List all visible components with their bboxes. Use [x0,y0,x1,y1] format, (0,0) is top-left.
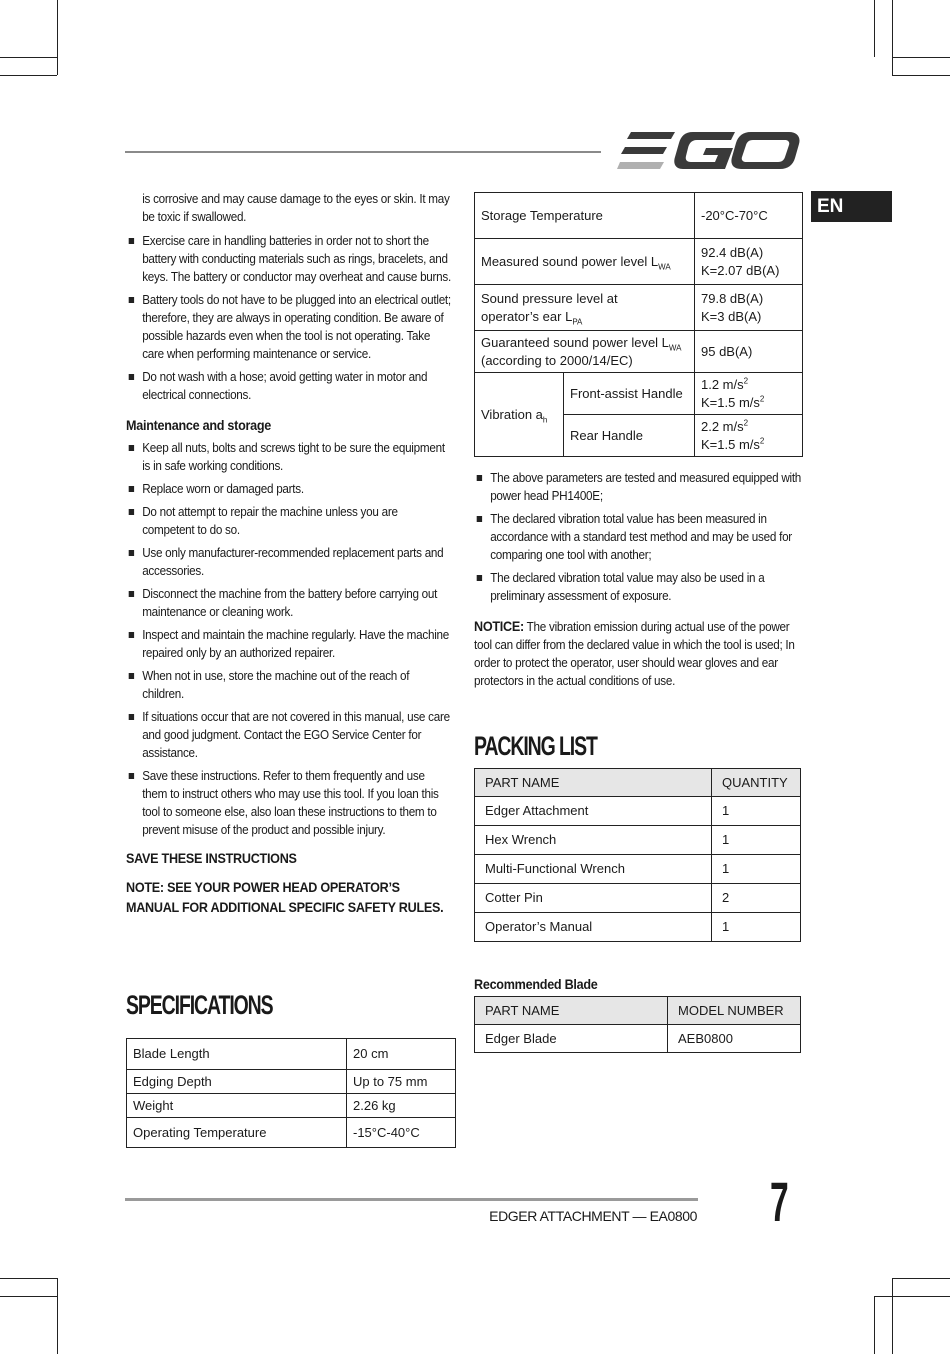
table-row [475,826,801,855]
list-item: Replace worn or damaged parts. [126,480,452,498]
table-row [475,884,801,913]
bullet-square-icon [129,374,134,380]
intro-text: is corrosive and may cause damage to the eyes or skin. It may be toxic if swallowed. [142,191,450,224]
spec-value: 20 cm [347,1039,456,1070]
spec-sublabel: Front-assist Handle [564,373,695,415]
parameter-notes-list [474,469,805,605]
footer-rule [125,1198,698,1201]
spec-value: 2.26 kg [347,1094,456,1118]
column-header: PART NAME [475,769,712,797]
table-row [475,913,801,942]
spec-label: Storage Temperature [475,193,695,239]
safety-list [126,232,452,404]
specifications-table [126,1038,456,1148]
crop-mark [57,0,58,75]
crop-mark [892,0,893,75]
quantity-cell: 1 [712,826,801,855]
crop-mark [892,1278,893,1354]
list-item: Inspect and maintain the machine regularly. Have the machine repaired only by an authorized repairer. [126,626,452,662]
part-name-cell: Edger Attachment [475,797,712,826]
spec-value: Up to 75 mm [347,1070,456,1094]
part-name-cell: Edger Blade [475,1025,668,1053]
spec-value: 92.4 dB(A) K=2.07 dB(A) [695,239,803,285]
spec-label: Weight [127,1094,347,1118]
list-item: Do not attempt to repair the machine unless you are competent to do so. [126,503,452,539]
table-row [475,193,803,239]
bullet-square-icon [129,591,134,597]
recommended-blade-heading: Recommended Blade [474,976,598,992]
spec-value: 79.8 dB(A) K=3 dB(A) [695,285,803,331]
notice-label: NOTICE: [474,618,524,634]
list-item: Exercise care in handling batteries in order not to short the battery with conducting materials such as rings, bracelets, and keys. The battery or conductor may overheat and cause burns. [126,232,452,286]
table-row [475,855,801,884]
part-name-cell: Hex Wrench [475,826,712,855]
column-header: PART NAME [475,997,668,1025]
spec-label: Vibration $a_h$ [475,373,564,457]
quantity-cell: 1 [712,855,801,884]
crop-mark [874,0,875,57]
crop-mark [0,57,57,58]
table-row [127,1039,456,1070]
quantity-cell: 1 [712,913,801,942]
bullet-square-icon [129,238,134,244]
table-header-row [475,769,801,797]
list-item: Keep all nuts, bolts and screws tight to be sure the equipment is in safe working conditions. [126,439,452,475]
crop-mark [892,75,950,76]
model-number-cell: AEB0800 [668,1025,801,1053]
value-line: 2.2 $m/s^2$ [701,418,749,434]
value-line: 1.2 $m/s^2$ [701,376,749,392]
bullet-square-icon [477,516,482,522]
column-header: MODEL NUMBER [668,997,801,1025]
bullet-square-icon [129,550,134,556]
bullet-square-icon [129,297,134,303]
bullet-square-icon [477,575,482,581]
spec-value: 95 dB(A) [695,331,803,373]
crop-mark [874,1296,875,1354]
notice-paragraph [474,617,805,690]
specifications-heading: SPECIFICATIONS [126,990,273,1020]
power-head-note: NOTE: SEE YOUR POWER HEAD OPERATOR’S MANUAL FOR ADDITIONAL SPECIFIC SAFETY RULES. [126,879,444,915]
table-row [475,331,803,373]
packing-list-table [474,768,801,942]
table-row [475,1025,801,1053]
bullet-square-icon [129,486,134,492]
spec-value: -20°C-70°C [695,193,803,239]
maintenance-heading: Maintenance and storage [126,417,272,433]
crop-mark [0,1278,57,1279]
part-name-cell: Multi-Functional Wrench [475,855,712,884]
spec-label: Blade Length [127,1039,347,1070]
list-item: Save these instructions. Refer to them frequently and use them to instruct others who may use this tool. If you loan this tool to someone else, also loan these instructions to them to prevent misuse of the product and possible injury. [126,767,452,839]
recommended-blade-table [474,996,801,1053]
footer-title: EDGER ATTACHMENT — EA0800 [489,1208,697,1224]
list-item: Use only manufacturer-recommended replacement parts and accessories. [126,544,452,580]
language-tab: EN [811,191,892,222]
bullet-square-icon [129,632,134,638]
part-name-cell: Cotter Pin [475,884,712,913]
spec-sublabel: Rear Handle [564,415,695,457]
bullet-square-icon [129,509,134,515]
table-row [127,1070,456,1094]
bullet-square-icon [477,475,482,481]
table-row [475,797,801,826]
table-row [127,1094,456,1118]
crop-mark [892,1278,950,1279]
crop-mark [874,1296,950,1297]
left-column [126,190,452,922]
list-item: Do not wash with a hose; avoid getting water in motor and electrical connections. [126,368,452,404]
spec-value [695,415,803,457]
bullet-square-icon [129,714,134,720]
bullet-square-icon [129,445,134,451]
table-row [475,285,803,331]
crop-mark [892,57,950,58]
crop-mark [0,1296,57,1297]
specifications-continued-table [474,192,803,457]
header-rule [125,151,601,153]
list-item: If situations occur that are not covered in this manual, use care and good judgment. Contact the EGO Service Center for assistance. [126,708,452,762]
value-line: K=1.5 $m/s^2$ [701,394,765,410]
crop-mark [57,1278,58,1354]
spec-label: Operating Temperature [127,1118,347,1148]
crop-mark [0,75,57,76]
ego-logo [617,130,801,172]
spec-label-line2: operator’s ear $L_{PA}$ [481,308,583,327]
notice-text: The vibration emission during actual use of the power tool can differ from the declared value in which the tool is used; In order to protect the operator, user should wear gloves and ear protectors in the actual conditions of use. [474,619,795,688]
list-item: Battery tools do not have to be plugged into an electrical outlet; therefore, they are always in operating condition. Be aware of possible hazards even when the tool is not operating. Take care when performing maintenance or service. [126,291,452,363]
spec-label-line1: Guaranteed sound power level $L_{WA}$ [481,334,682,353]
part-name-cell: Operator’s Manual [475,913,712,942]
list-item: The above parameters are tested and measured equipped with power head PH1400E; [474,469,805,505]
maintenance-list [126,439,452,839]
table-header-row [475,997,801,1025]
list-item: The declared vibration total value has been measured in accordance with a standard test method and may be used for comparing one tool with another; [474,510,805,564]
table-row [127,1118,456,1148]
list-item: Disconnect the machine from the battery before carrying out maintenance or cleaning work. [126,585,452,621]
value-line: K=1.5 $m/s^2$ [701,436,765,452]
spec-label: Sound pressure level at operator’s ear $L_{PA}$ [475,285,695,331]
quantity-cell: 1 [712,797,801,826]
save-instructions-heading: SAVE THESE INSTRUCTIONS [126,850,297,866]
list-item: The declared vibration total value may also be used in a preliminary assessment of exposure. [474,569,805,605]
packing-list-heading: PACKING LIST [474,731,597,761]
table-row [475,373,803,415]
right-column-text [474,469,805,690]
spec-value [695,373,803,415]
bullet-square-icon [129,673,134,679]
quantity-cell: 2 [712,884,801,913]
spec-value: -15°C-40°C [347,1118,456,1148]
page-number: 7 [770,1170,789,1233]
column-header: QUANTITY [712,769,801,797]
table-row [475,239,803,285]
list-item: When not in use, store the machine out of the reach of children. [126,667,452,703]
bullet-square-icon [129,773,134,779]
spec-label: Measured sound power level $L_{WA}$ [475,239,695,285]
spec-label: Edging Depth [127,1070,347,1094]
spec-label: Guaranteed sound power level $L_{WA}$ (according to 2000/14/EC) [475,331,695,373]
